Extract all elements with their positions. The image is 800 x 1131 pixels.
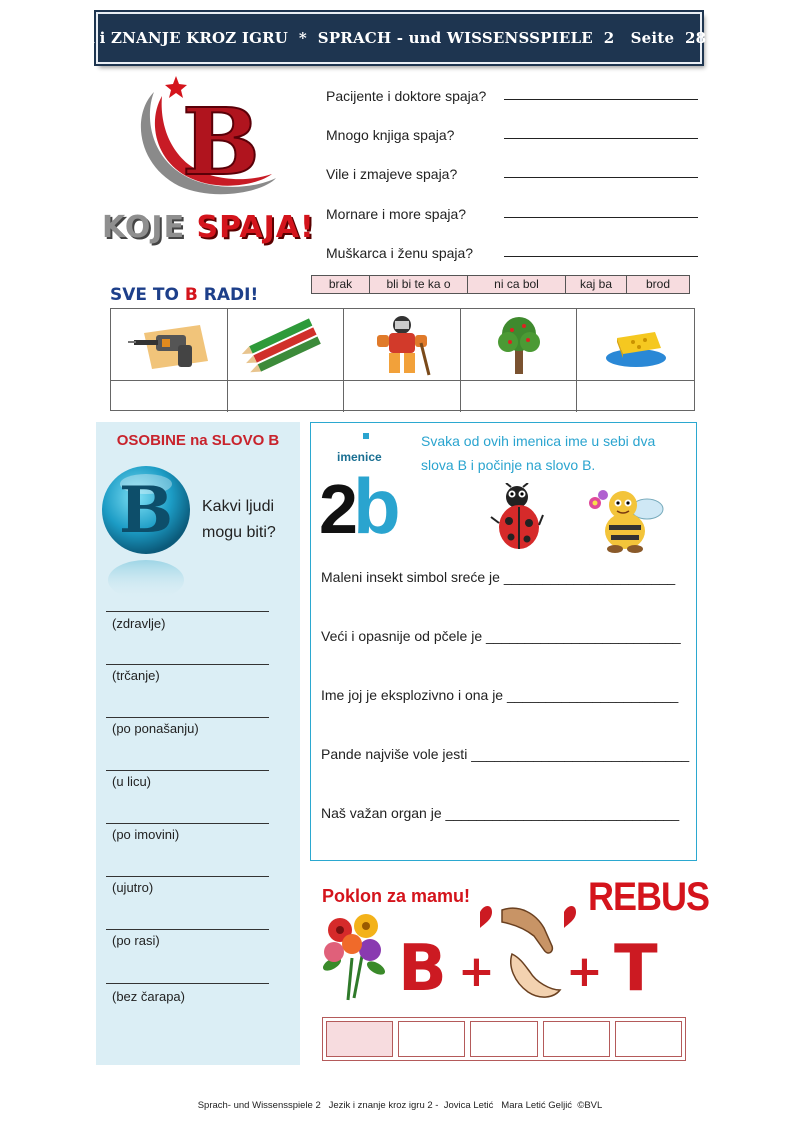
b-logo-icon	[124, 74, 284, 204]
answer-cell[interactable]	[228, 381, 345, 412]
svg-text:B: B	[118, 473, 174, 548]
answer-line[interactable]	[504, 99, 698, 100]
hint-text: (po rasi)	[112, 933, 160, 948]
osobine-panel	[96, 422, 300, 1065]
picture-cell	[461, 309, 578, 381]
rebus-answer-cell[interactable]	[470, 1021, 537, 1057]
answer-line[interactable]	[504, 256, 698, 257]
hint-text: (zdravlje)	[112, 616, 166, 631]
rebus-puzzle	[396, 902, 696, 1012]
question-text: Mnogo knjiga spaja?	[326, 127, 455, 143]
hint-text: (po imovini)	[112, 827, 180, 842]
sponge-icon	[603, 320, 669, 370]
imenice-box	[310, 422, 697, 861]
hint-text: (trčanje)	[112, 668, 160, 683]
pencils-icon	[240, 317, 330, 373]
answer-line[interactable]	[106, 823, 269, 824]
svg-text:imenice: imenice	[337, 450, 382, 464]
answer-line[interactable]	[106, 664, 269, 665]
answer-line[interactable]	[106, 876, 269, 877]
rebus-letter-b: B	[398, 932, 447, 1006]
word-bank-item: brod	[627, 276, 689, 293]
hint-text: (ujutro)	[112, 880, 154, 895]
osobine-question: Kakvi ljudi mogu biti?	[202, 498, 276, 541]
word-bank-item: brak	[312, 276, 370, 293]
spaja-question	[326, 198, 698, 222]
b-ball-icon	[100, 464, 192, 604]
svg-text:B: B	[182, 88, 260, 196]
picture-table	[110, 308, 695, 411]
comma-mark	[564, 906, 576, 928]
imenice-question: Maleni insekt simbol sreće je ______________________	[321, 569, 676, 585]
rebus-answer-cell[interactable]	[615, 1021, 682, 1057]
answer-line[interactable]	[106, 717, 269, 718]
plus-sign: +	[458, 946, 495, 997]
osobine-title: OSOBINE na SLOVO B	[116, 432, 280, 449]
answer-cell[interactable]	[111, 381, 228, 412]
answer-line[interactable]	[106, 611, 269, 612]
sve-to-b-radi-title: SVE TO B RADI!	[110, 285, 259, 305]
spaja-word: SPAJA!	[196, 210, 315, 245]
question-text: Mornare i more spaja?	[326, 206, 467, 222]
ladybug-icon	[489, 483, 545, 555]
imenice-question: Pande najviše vole jesti ____________________________	[321, 746, 690, 762]
answer-cell[interactable]	[461, 381, 578, 412]
spaja-question	[326, 237, 698, 261]
imenice-question: Naš važan organ je ______________________________	[321, 805, 680, 821]
footer-text: Sprach- und Wissensspiele 2 Jezik i znanje kroz igru 2 - Jovica Letić Mara Letić Geljić ©BVL	[197, 1100, 603, 1111]
answer-line[interactable]	[504, 217, 698, 218]
rebus-answer-cell[interactable]	[326, 1021, 393, 1057]
koje-spaja-title	[102, 210, 315, 245]
picture-cell	[228, 309, 345, 381]
2b-logo-icon	[319, 429, 411, 539]
rebus-answer-cell[interactable]	[398, 1021, 465, 1057]
header-banner	[43, 12, 755, 64]
picture-cell	[111, 309, 228, 381]
word-bank-item: kaj ba	[566, 276, 627, 293]
imenice-instruction: Svaka od ovih imenica ime u sebi dva slova B i počinje na slovo B.	[421, 433, 656, 473]
svg-text:2: 2	[319, 470, 358, 539]
spaja-question	[326, 119, 698, 143]
imenice-question: Ime joj je eksplozivno i ona je ______________________	[321, 687, 679, 703]
plus-sign: +	[566, 946, 603, 997]
answer-line[interactable]	[106, 929, 269, 930]
rebus-title: REBUS	[588, 873, 710, 919]
hands-icon	[502, 908, 560, 997]
answer-line[interactable]	[106, 770, 269, 771]
drill-icon	[126, 315, 212, 375]
word-bank-item: bli bi te ka o	[370, 276, 468, 293]
spaja-question	[326, 158, 698, 182]
flowers-icon	[318, 908, 390, 1002]
poklon-title: Poklon za mamu!	[322, 886, 471, 906]
word-bank	[311, 275, 690, 294]
question-text: Muškarca i ženu spaja?	[326, 245, 474, 261]
rebus-answer-cell[interactable]	[543, 1021, 610, 1057]
imenice-question: Veći i opasnije od pčele je _________________________	[321, 628, 681, 644]
spaja-question	[326, 80, 698, 104]
comma-mark	[480, 906, 492, 928]
question-text: Vile i zmajeve spaja?	[326, 166, 458, 182]
rebus-answer-grid	[322, 1017, 686, 1061]
svg-text:b: b	[353, 462, 401, 539]
word-bank-item: ni ca bol	[468, 276, 566, 293]
answer-cell[interactable]	[577, 381, 694, 412]
goalkeeper-icon	[371, 313, 433, 377]
hint-text: (po ponašanju)	[112, 721, 199, 736]
bee-icon	[585, 485, 669, 555]
answer-line[interactable]	[106, 983, 269, 984]
tree-icon	[496, 314, 542, 376]
answer-cell[interactable]	[344, 381, 461, 412]
question-text: Pacijente i doktore spaja?	[326, 88, 487, 104]
koje-word: KOJE	[102, 210, 186, 245]
answer-line[interactable]	[504, 138, 698, 139]
header-title: JEZIK i ZNANJE KROZ IGRU * SPRACH - und WISSENSSPIELE 2 Seite 28 BKS	[43, 29, 755, 47]
hint-text: (u licu)	[112, 774, 152, 789]
answer-line[interactable]	[504, 177, 698, 178]
hint-text: (bez čarapa)	[112, 989, 185, 1004]
picture-cell	[577, 309, 694, 381]
picture-cell	[344, 309, 461, 381]
rebus-letter-t: T	[614, 932, 658, 1006]
